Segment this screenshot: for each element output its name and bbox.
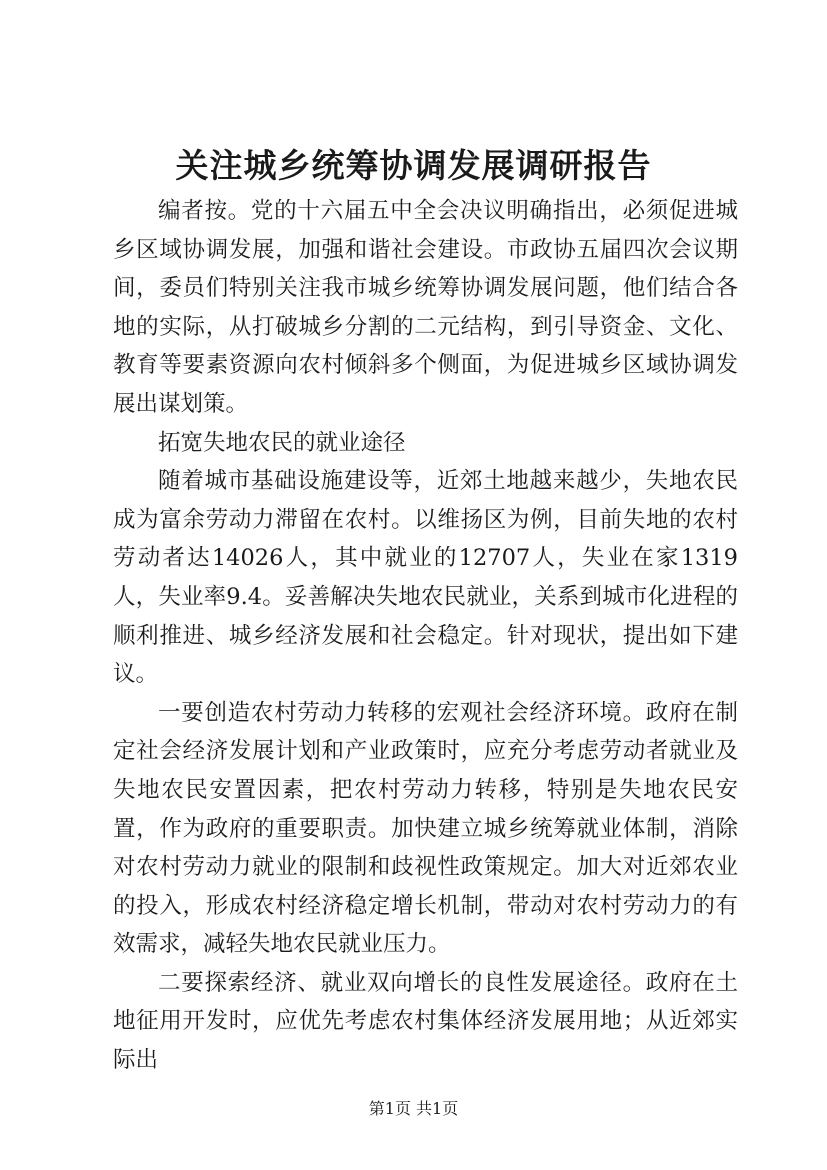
paragraph-background: 随着城市基础设施建设等，近郊土地越来越少，失地农民成为富余劳动力滞留在农村。以维扬区为例，目前失地的农村劳动者达14026人，其中就业的12707人，失业在家1319人，失业率9.4。妥善解决失地农民就业，关系到城市化进程的顺利推进、城乡经济发展和社会稳定。针对现状，提出如下建议。 [113, 468, 738, 688]
document-body [113, 192, 738, 1080]
document-title: 关注城乡统筹协调发展调研报告 [175, 146, 652, 185]
section-heading: 拓宽失地农民的就业途径 [158, 429, 406, 456]
page-footer: 第1页 共1页 [368, 1099, 459, 1118]
paragraph-editor-note: 编者按。党的十六届五中全会决议明确指出，必须促进城乡区域协调发展，加强和谐社会建设。市政协五届四次会议期间，委员们特别关注我市城乡统筹协调发展问题，他们结合各地的实际，从打破城乡分割的二元结构，到引导资金、文化、教育等要素资源向农村倾斜多个侧面，为促进城乡区域协调发展出谋划策。 [113, 198, 738, 417]
paragraph-suggestion-1: 一要创造农村劳动力转移的宏观社会经济环境。政府在制定社会经济发展计划和产业政策时，应充分考虑劳动者就业及失地农民安置因素，把农村劳动力转移，特别是失地农民安置，作为政府的重要职责。加快建立城乡统筹就业体制，消除对农村劳动力就业的限制和歧视性政策规定。加大对近郊农业的投入，形成农村经济稳定增长机制，带动对农村劳动力的有效需求，减轻失地农民就业压力。 [113, 699, 738, 958]
paragraph-suggestion-2: 二要探索经济、就业双向增长的良性发展途径。政府在土地征用开发时，应优先考虑农村集体经济发展用地；从近郊实际出 [113, 969, 738, 1074]
